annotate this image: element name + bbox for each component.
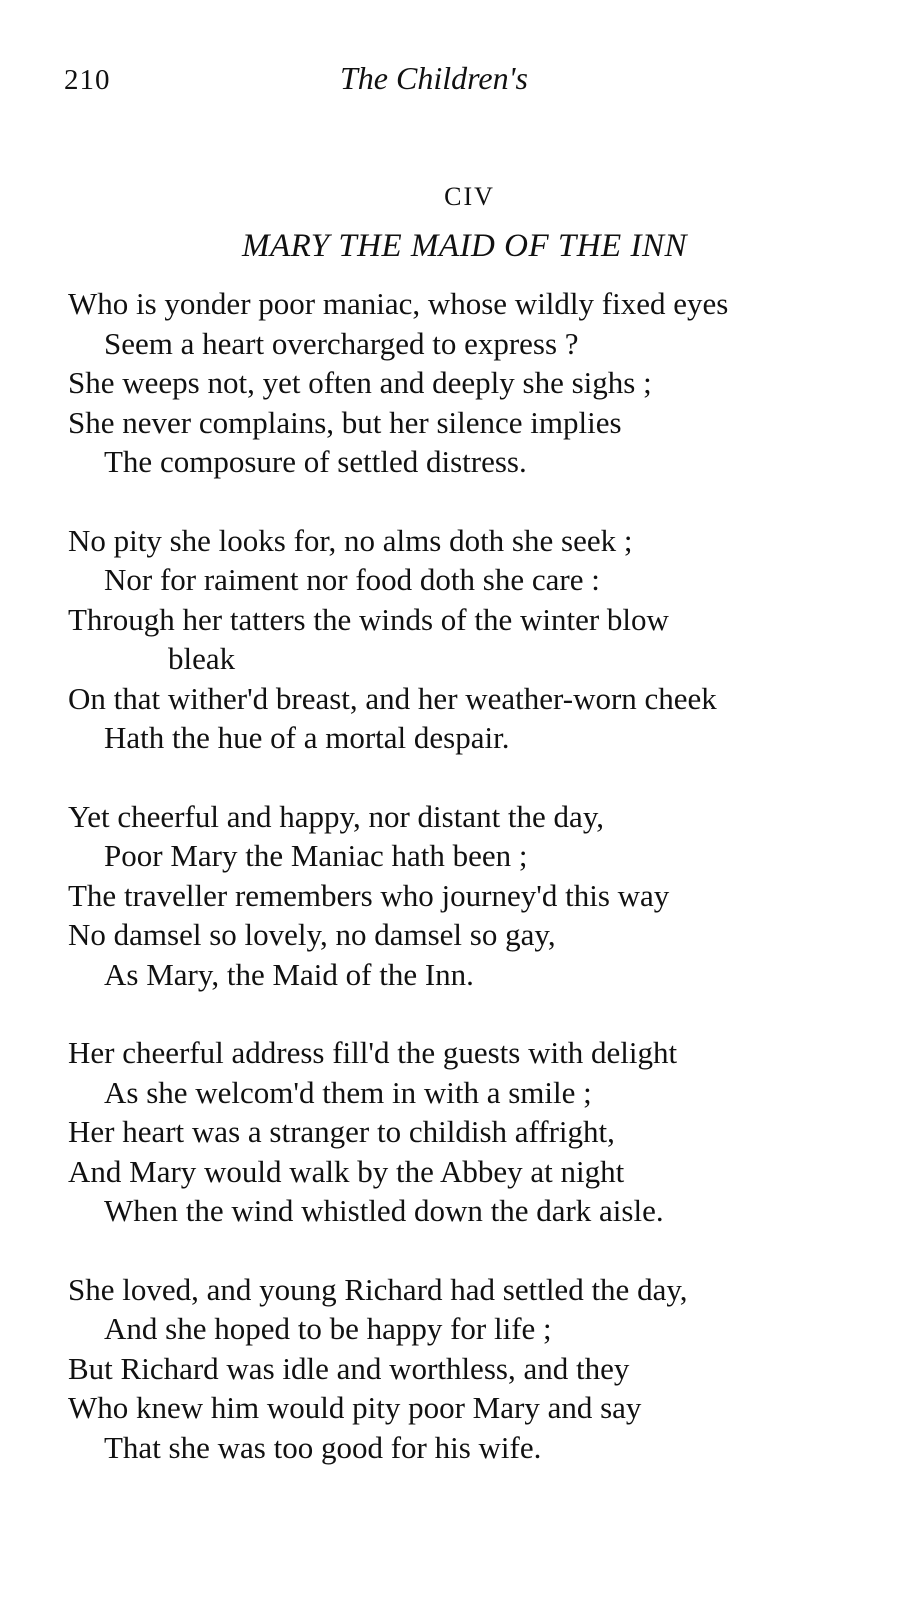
poem-line: On that wither'd breast, and her weather-worn cheek (68, 680, 717, 716)
poem-line: As Mary, the Maid of the Inn. (104, 956, 474, 992)
poem-line: The composure of settled distress. (104, 444, 527, 479)
poem-line: And she hoped to be happy for life ; (104, 1311, 552, 1346)
poem-line: Hath the hue of a mortal despair. (104, 720, 510, 755)
poem-line: Who knew him would pity poor Mary and say (68, 1390, 642, 1425)
poem-line: Seem a heart overcharged to express ? (104, 325, 579, 361)
poem-line: She weeps not, yet often and deeply she sighs ; (68, 365, 652, 400)
poem-line: Her heart was a stranger to childish affright, (68, 1114, 615, 1149)
poem-line: The traveller remembers who journey'd this way (68, 877, 670, 913)
poem-line: No damsel so lovely, no damsel so gay, (68, 917, 556, 952)
poem-line: That she was too good for his wife. (104, 1429, 542, 1465)
stanza-2 (68, 521, 868, 758)
running-head: The Children's (340, 60, 528, 96)
poem-line-turnover: bleak (168, 641, 236, 676)
stanza-3 (68, 797, 868, 995)
poem-line: She loved, and young Richard had settled the day, (68, 1271, 688, 1307)
poem-line: But Richard was idle and worthless, and they (68, 1350, 630, 1386)
poem-line: And Mary would walk by the Abbey at night (68, 1153, 625, 1189)
stanza-1 (68, 284, 868, 482)
section-number: CIV (444, 182, 495, 211)
poem-line: Through her tatters the winds of the winter blow (68, 601, 669, 637)
poem-line: Poor Mary the Maniac hath been ; (104, 838, 528, 873)
poem-line: No pity she looks for, no alms doth she seek ; (68, 522, 633, 558)
poem-line: When the wind whistled down the dark aisle. (104, 1193, 664, 1228)
page-number: 210 (64, 64, 111, 96)
poem-body (68, 284, 868, 1506)
poem-title: MARY THE MAID OF THE INN (242, 228, 687, 264)
poem-line: She never complains, but her silence implies (68, 404, 622, 440)
poem-line: Yet cheerful and happy, nor distant the day, (68, 798, 605, 834)
stanza-4 (68, 1033, 868, 1231)
poem-line: Who is yonder poor maniac, whose wildly fixed eyes (68, 286, 729, 321)
poem-line: Her cheerful address fill'd the guests with delight (68, 1035, 678, 1070)
stanza-5 (68, 1270, 868, 1468)
poem-line: As she welcom'd them in with a smile ; (104, 1074, 592, 1110)
poem-line: Nor for raiment nor food doth she care : (104, 562, 600, 597)
